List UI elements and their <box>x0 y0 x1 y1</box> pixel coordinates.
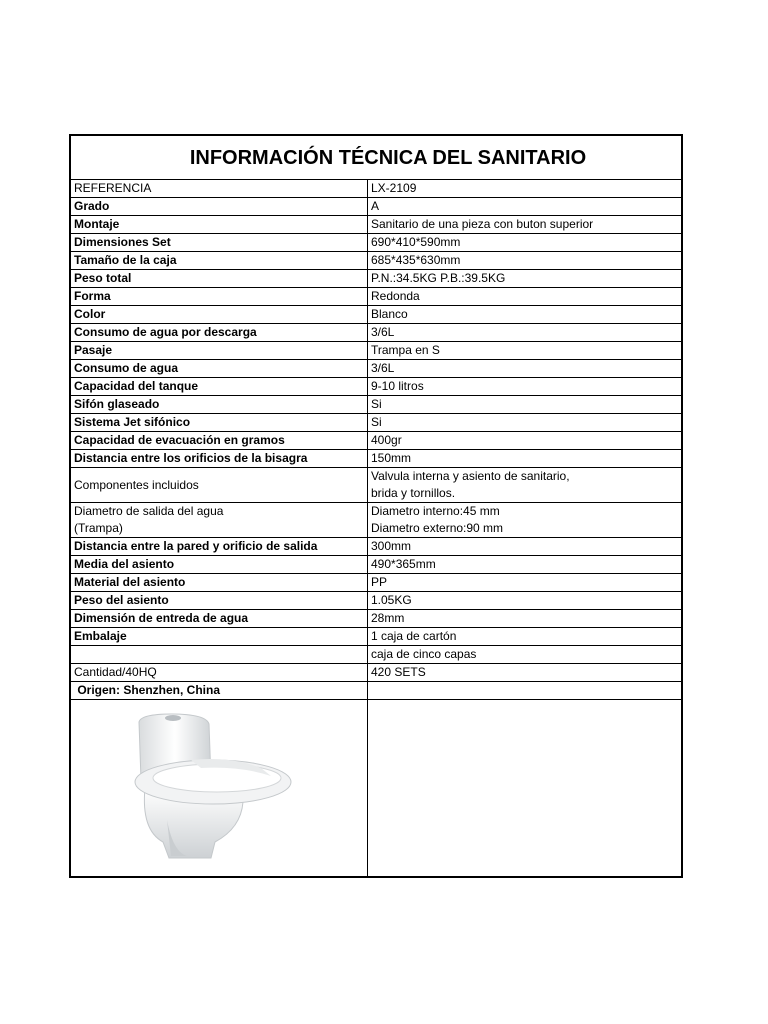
origin-label: Origen: Shenzhen, China <box>71 682 368 700</box>
components-value-line2: brida y tornillos. <box>371 486 456 500</box>
row-label: Montaje <box>71 216 368 234</box>
row-label: Dimensiones Set <box>71 234 368 252</box>
row-value: A <box>368 198 682 216</box>
row-label: Color <box>71 306 368 324</box>
row-label: Tamaño de la caja <box>71 252 368 270</box>
table-row <box>71 646 681 664</box>
row-value: 3/6L <box>368 324 682 342</box>
table-row <box>71 216 681 234</box>
table-row <box>71 360 681 378</box>
table-row <box>71 450 681 468</box>
row-label: Capacidad de evacuación en gramos <box>71 432 368 450</box>
table-row <box>71 180 681 198</box>
row-label: Material del asiento <box>71 574 368 592</box>
row-value: Trampa en S <box>368 342 682 360</box>
spec-sheet <box>69 134 683 878</box>
origin-value <box>368 682 682 700</box>
table-row <box>71 378 681 396</box>
outlet-diameter-value-line2: Diametro externo:90 mm <box>371 521 504 535</box>
table-row <box>71 432 681 450</box>
row-value: Si <box>368 396 682 414</box>
row-label: Peso total <box>71 270 368 288</box>
outlet-diameter-value-line1: Diametro interno:45 mm <box>371 504 500 518</box>
table-row <box>71 414 681 432</box>
table-row <box>71 682 681 700</box>
outlet-diameter-label-line1: Diametro de salida del agua <box>74 504 224 518</box>
table-row <box>71 610 681 628</box>
row-value: 1 caja de cartón <box>368 628 682 646</box>
table-row <box>71 234 681 252</box>
components-value <box>368 468 682 503</box>
table-row <box>71 324 681 342</box>
table-row <box>71 198 681 216</box>
row-value: P.N.:34.5KG P.B.:39.5KG <box>368 270 682 288</box>
table-row <box>71 664 681 682</box>
table-row <box>71 252 681 270</box>
row-label: Media del asiento <box>71 556 368 574</box>
row-value: Redonda <box>368 288 682 306</box>
row-label: Embalaje <box>71 628 368 646</box>
row-label: Grado <box>71 198 368 216</box>
outlet-diameter-label <box>71 503 368 538</box>
image-row <box>71 700 681 877</box>
row-value: 3/6L <box>368 360 682 378</box>
row-label: Peso del asiento <box>71 592 368 610</box>
row-value: caja de cinco capas <box>368 646 682 664</box>
row-value: LX-2109 <box>368 180 682 198</box>
product-image-cell <box>71 700 368 877</box>
table-row <box>71 306 681 324</box>
table-row <box>71 556 681 574</box>
empty-image-cell <box>368 700 682 877</box>
table-row <box>71 396 681 414</box>
row-label: Forma <box>71 288 368 306</box>
row-label: REFERENCIA <box>71 180 368 198</box>
row-value: 1.05KG <box>368 592 682 610</box>
row-value: 9-10 litros <box>368 378 682 396</box>
row-label: Consumo de agua <box>71 360 368 378</box>
row-value: Sanitario de una pieza con buton superior <box>368 216 682 234</box>
table-row <box>71 270 681 288</box>
row-label: Distancia entre la pared y orificio de salida <box>71 538 368 556</box>
row-value: Si <box>368 414 682 432</box>
row-value: 490*365mm <box>368 556 682 574</box>
toilet-product-photo <box>111 710 301 865</box>
quantity-label: Cantidad/40HQ <box>71 664 368 682</box>
table-row <box>71 628 681 646</box>
row-value: 28mm <box>368 610 682 628</box>
quantity-value: 420 SETS <box>368 664 682 682</box>
row-value: Blanco <box>368 306 682 324</box>
row-label: Distancia entre los orificios de la bisagra <box>71 450 368 468</box>
row-label: Capacidad del tanque <box>71 378 368 396</box>
table-row <box>71 468 681 503</box>
row-value: 150mm <box>368 450 682 468</box>
outlet-diameter-value <box>368 503 682 538</box>
row-value: 400gr <box>368 432 682 450</box>
table-row <box>71 288 681 306</box>
table-row <box>71 574 681 592</box>
row-label: Consumo de agua por descarga <box>71 324 368 342</box>
components-label: Componentes incluidos <box>71 468 368 503</box>
page-title: INFORMACIÓN TÉCNICA DEL SANITARIO <box>71 136 681 180</box>
table-row <box>71 503 681 538</box>
outlet-diameter-label-line2: (Trampa) <box>74 521 123 535</box>
row-value: PP <box>368 574 682 592</box>
table-row <box>71 342 681 360</box>
row-label: Dimensión de entreda de agua <box>71 610 368 628</box>
spec-table <box>71 180 681 876</box>
row-label: Sifón glaseado <box>71 396 368 414</box>
row-label: Sistema Jet sifónico <box>71 414 368 432</box>
row-value: 690*410*590mm <box>368 234 682 252</box>
components-value-line1: Valvula interna y asiento de sanitario, <box>371 469 570 483</box>
table-row <box>71 538 681 556</box>
table-row <box>71 592 681 610</box>
row-label: Pasaje <box>71 342 368 360</box>
row-value: 685*435*630mm <box>368 252 682 270</box>
row-value: 300mm <box>368 538 682 556</box>
row-label <box>71 646 368 664</box>
